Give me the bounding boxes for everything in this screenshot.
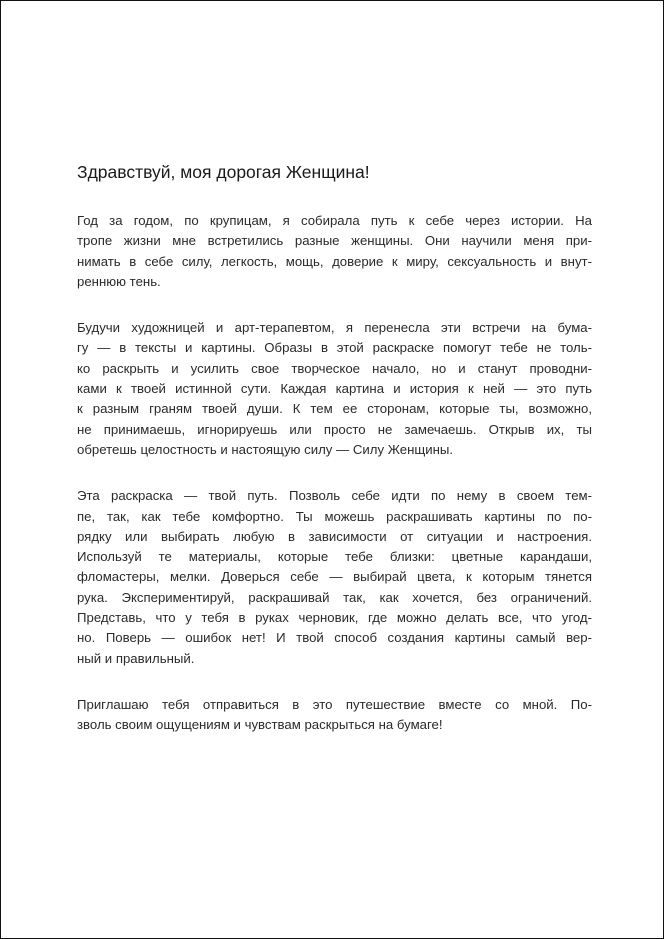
text-line: к разным граням твоей души. К тем ее сторонам, которые ты, возможно, [77,401,592,417]
paragraph-2 [77,318,592,460]
text-line: Год за годом, по крупицам, я собирала путь к себе через истории. На [77,213,592,228]
text-line: тропе жизни мне встретились разные женщины. Они научили меня при- [77,233,592,249]
text-line: ко раскрыть и усилить свое творческое начало, но и станут проводни- [77,360,592,376]
text-line: ный и правильный. [77,650,195,666]
text-line: Будучи художницей и арт-терапевтом, я перенесла эти встречи на бума- [77,320,592,336]
text-line: зволь своим ощущениям и чувствам раскрыться на бумаге! [77,717,443,733]
paragraph-3 [77,486,592,669]
text-line: ками к твоей истинной сути. Каждая картина и история к ней — это путь [77,381,592,397]
text-line: рука. Экспериментируй, раскрашивай так, как хочется, без ограничений. [77,589,592,605]
text-line: обретешь целостность и настоящую силу — Силу Женщины. [77,441,453,457]
text-line: но. Поверь — ошибок нет! И твой способ создания картины самый вер- [77,630,592,646]
text-line: реннюю тень. [77,273,161,289]
text-line: нимать в себе силу, легкость, мощь, доверие к миру, сексуальность и внут- [77,253,592,269]
text-line: фломастеры, мелки. Доверься себе — выбирай цвета, к которым тянется [77,569,592,585]
text-line: Представь, что у тебя в руках черновик, где можно делать все, что угод- [77,610,592,626]
paragraph-1 [77,211,592,292]
text-line: гу — в тексты и картины. Образы в этой раскраске помогут тебе не толь- [77,340,592,356]
page-title: Здравствуй, моя дорогая Женщина! [77,162,370,182]
text-line: Эта раскраска — твой путь. Позволь себе идти по нему в своем тем- [77,488,592,504]
text-line: Используй те материалы, которые тебе близки: цветные карандаши, [77,549,592,565]
text-line: рядку или выбирать любую в зависимости от ситуации и настроения. [77,528,592,544]
paragraph-4 [77,695,592,736]
text-line: пе, так, как тебе комфортно. Ты можешь раскрашивать картины по по- [77,508,592,524]
text-line: не принимаешь, игнорируешь или просто не замечаешь. Открыв их, ты [77,421,592,437]
text-line: Приглашаю тебя отправиться в это путешествие вместе со мной. По- [77,696,592,712]
page-content [77,159,592,762]
